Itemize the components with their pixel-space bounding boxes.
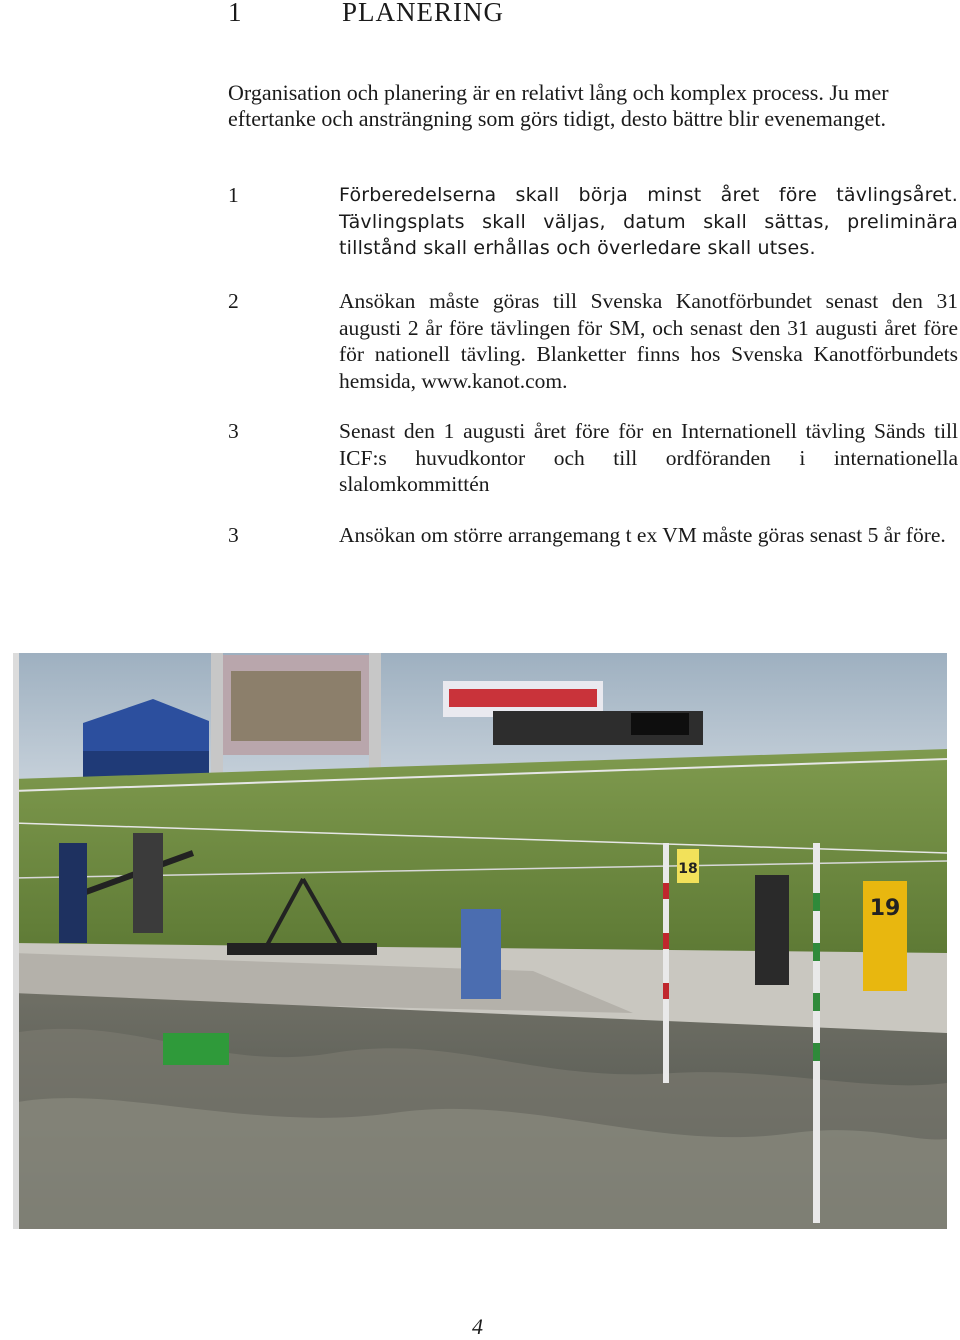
intro-paragraph: Organisation och planering är en relativt lång och komplex process. Ju mer eftertanke och ansträngning som görs tidigt, desto bättre blir evenemanget. — [228, 80, 889, 131]
list-item-text: Förberedelserna skall börja minst året före tävlingsåret. Tävlingsplats skall väljas, datum skall sättas, preliminära tillstånd skall erhållas och överledare skall utses. — [339, 184, 958, 259]
section-title: PLANERING — [342, 0, 504, 27]
list-item-text: Ansökan om större arrangemang t ex VM måste göras senast 5 år före. — [339, 523, 946, 547]
list-item-number: 3 — [228, 419, 239, 443]
page-number: 4 — [472, 1314, 483, 1339]
list-item-text: Senast den 1 augusti året före för en Internationell tävling Sänds till ICF:s huvudkontor och till ordföranden i internationella slalomkommittén — [339, 419, 958, 496]
list-item-text: Ansökan måste göras till Svenska Kanotförbundet senast den 31 augusti 2 år före tävlingen för SM, och senast den 31 augusti året före för nationell tävling. Blanketter finns hos Svenska Kanotförbundets hemsida, www.kanot.com. — [339, 289, 958, 393]
list-item-number: 1 — [228, 183, 239, 207]
bib-number: 18 — [678, 861, 698, 877]
section-number: 1 — [228, 0, 242, 27]
list-item-number: 3 — [228, 523, 239, 547]
bib-number: 19 — [869, 896, 901, 921]
list-item-number: 2 — [228, 289, 239, 313]
canoe-slalom-photo — [13, 653, 947, 1229]
